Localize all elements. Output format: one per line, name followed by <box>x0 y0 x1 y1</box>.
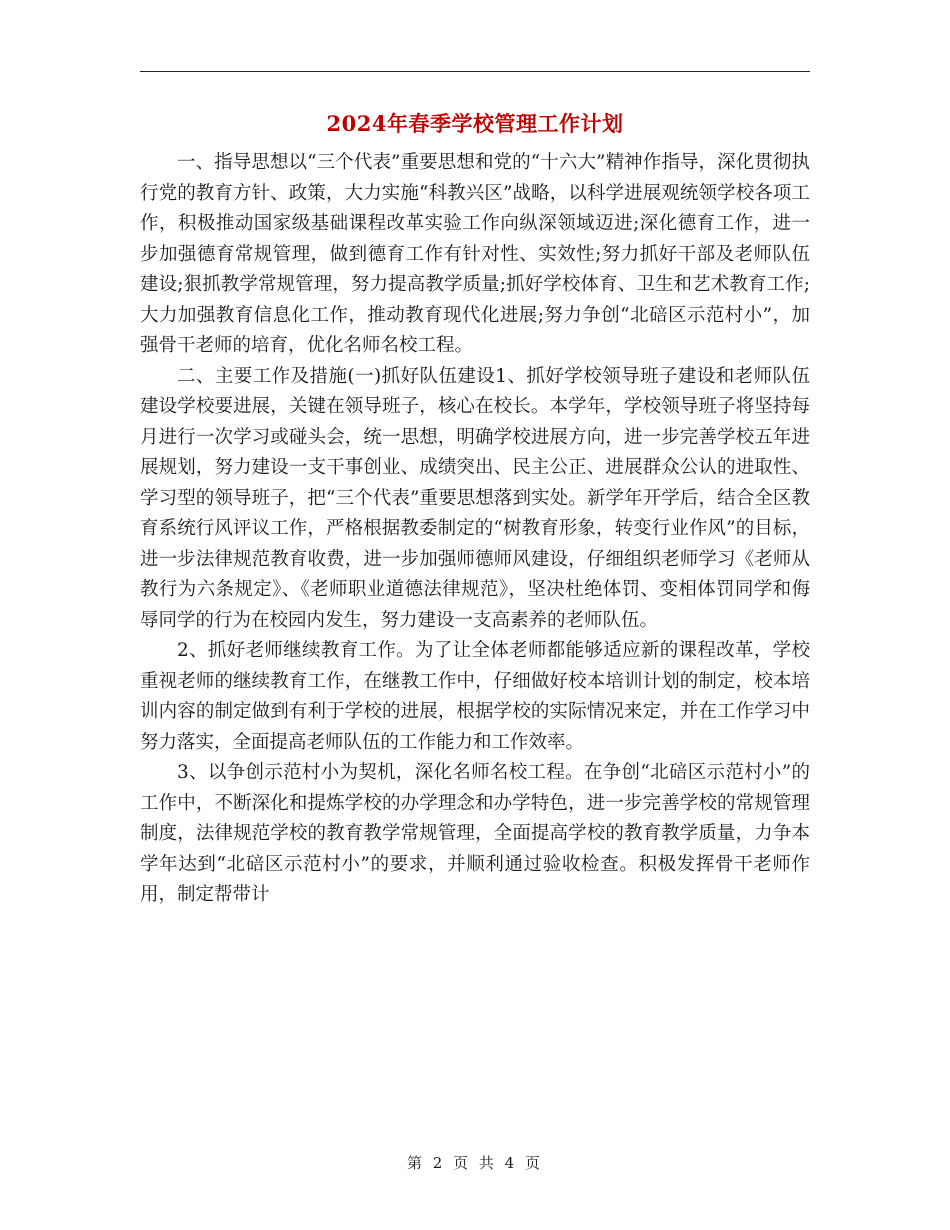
page-title: 2024年春季学校管理工作计划 <box>326 111 624 136</box>
page-number-footer: 第 2 页 共 4 页 <box>407 1154 543 1172</box>
header-rule <box>140 71 810 72</box>
document-body <box>140 148 810 911</box>
paragraph: 一、指导思想以“三个代表”重要思想和党的“十六大”精神作指导，深化贯彻执行党的教育方针、政策，大力实施“科教兴区”战略，以科学进展观统领学校各项工作，积极推动国家级基础课程改革实验工作向纵深领域迈进;深化德育工作，进一步加强德育常规管理，做到德育工作有针对性、实效性;努力抓好干部及老师队伍建设;狠抓教学常规管理，努力提高教学质量;抓好学校体育、卫生和艺术教育工作;大力加强教育信息化工作，推动教育现代化进展;努力争创“北碚区示范村小”，加强骨干老师的培育，优化名师名校工程。 <box>140 152 810 356</box>
paragraph: 2、抓好老师继续教育工作。为了让全体老师都能够适应新的课程改革，学校重视老师的继续教育工作，在继教工作中，仔细做好校本培训计划的制定，校本培训内容的制定做到有利于学校的进展，根据学校的实际情况来定，并在工作学习中努力落实，全面提高老师队伍的工作能力和工作效率。 <box>140 640 810 753</box>
paragraph: 3、以争创示范村小为契机，深化名师名校工程。在争创“北碚区示范村小”的工作中，不断深化和提炼学校的办学理念和办学特色，进一步完善学校的常规管理制度，法律规范学校的教育教学常规管理，全面提高学校的教育教学质量，力争本学年达到“北碚区示范村小”的要求，并顺利通过验收检查。积极发挥骨干老师作用，制定帮带计 <box>140 762 810 905</box>
paragraph: 二、主要工作及措施(一)抓好队伍建设1、抓好学校领导班子建设和老师队伍建设学校要进展，关键在领导班子，核心在校长。本学年，学校领导班子将坚持每月进行一次学习或碰头会，统一思想，明确学校进展方向，进一步完善学校五年进展规划，努力建设一支干事创业、成绩突出、民主公正、进展群众公认的进取性、学习型的领导班子，把“三个代表”重要思想落到实处。新学年开学后，结合全区教育系统行风评议工作，严格根据教委制定的“树教育形象，转变行业作风”的目标，进一步法律规范教育收费，进一步加强师德师风建设，仔细组织老师学习《老师从教行为六条规定》、《老师职业道德法律规范》，坚决杜绝体罚、变相体罚同学和侮辱同学的行为在校园内发生，努力建设一支高素养的老师队伍。 <box>140 365 810 631</box>
